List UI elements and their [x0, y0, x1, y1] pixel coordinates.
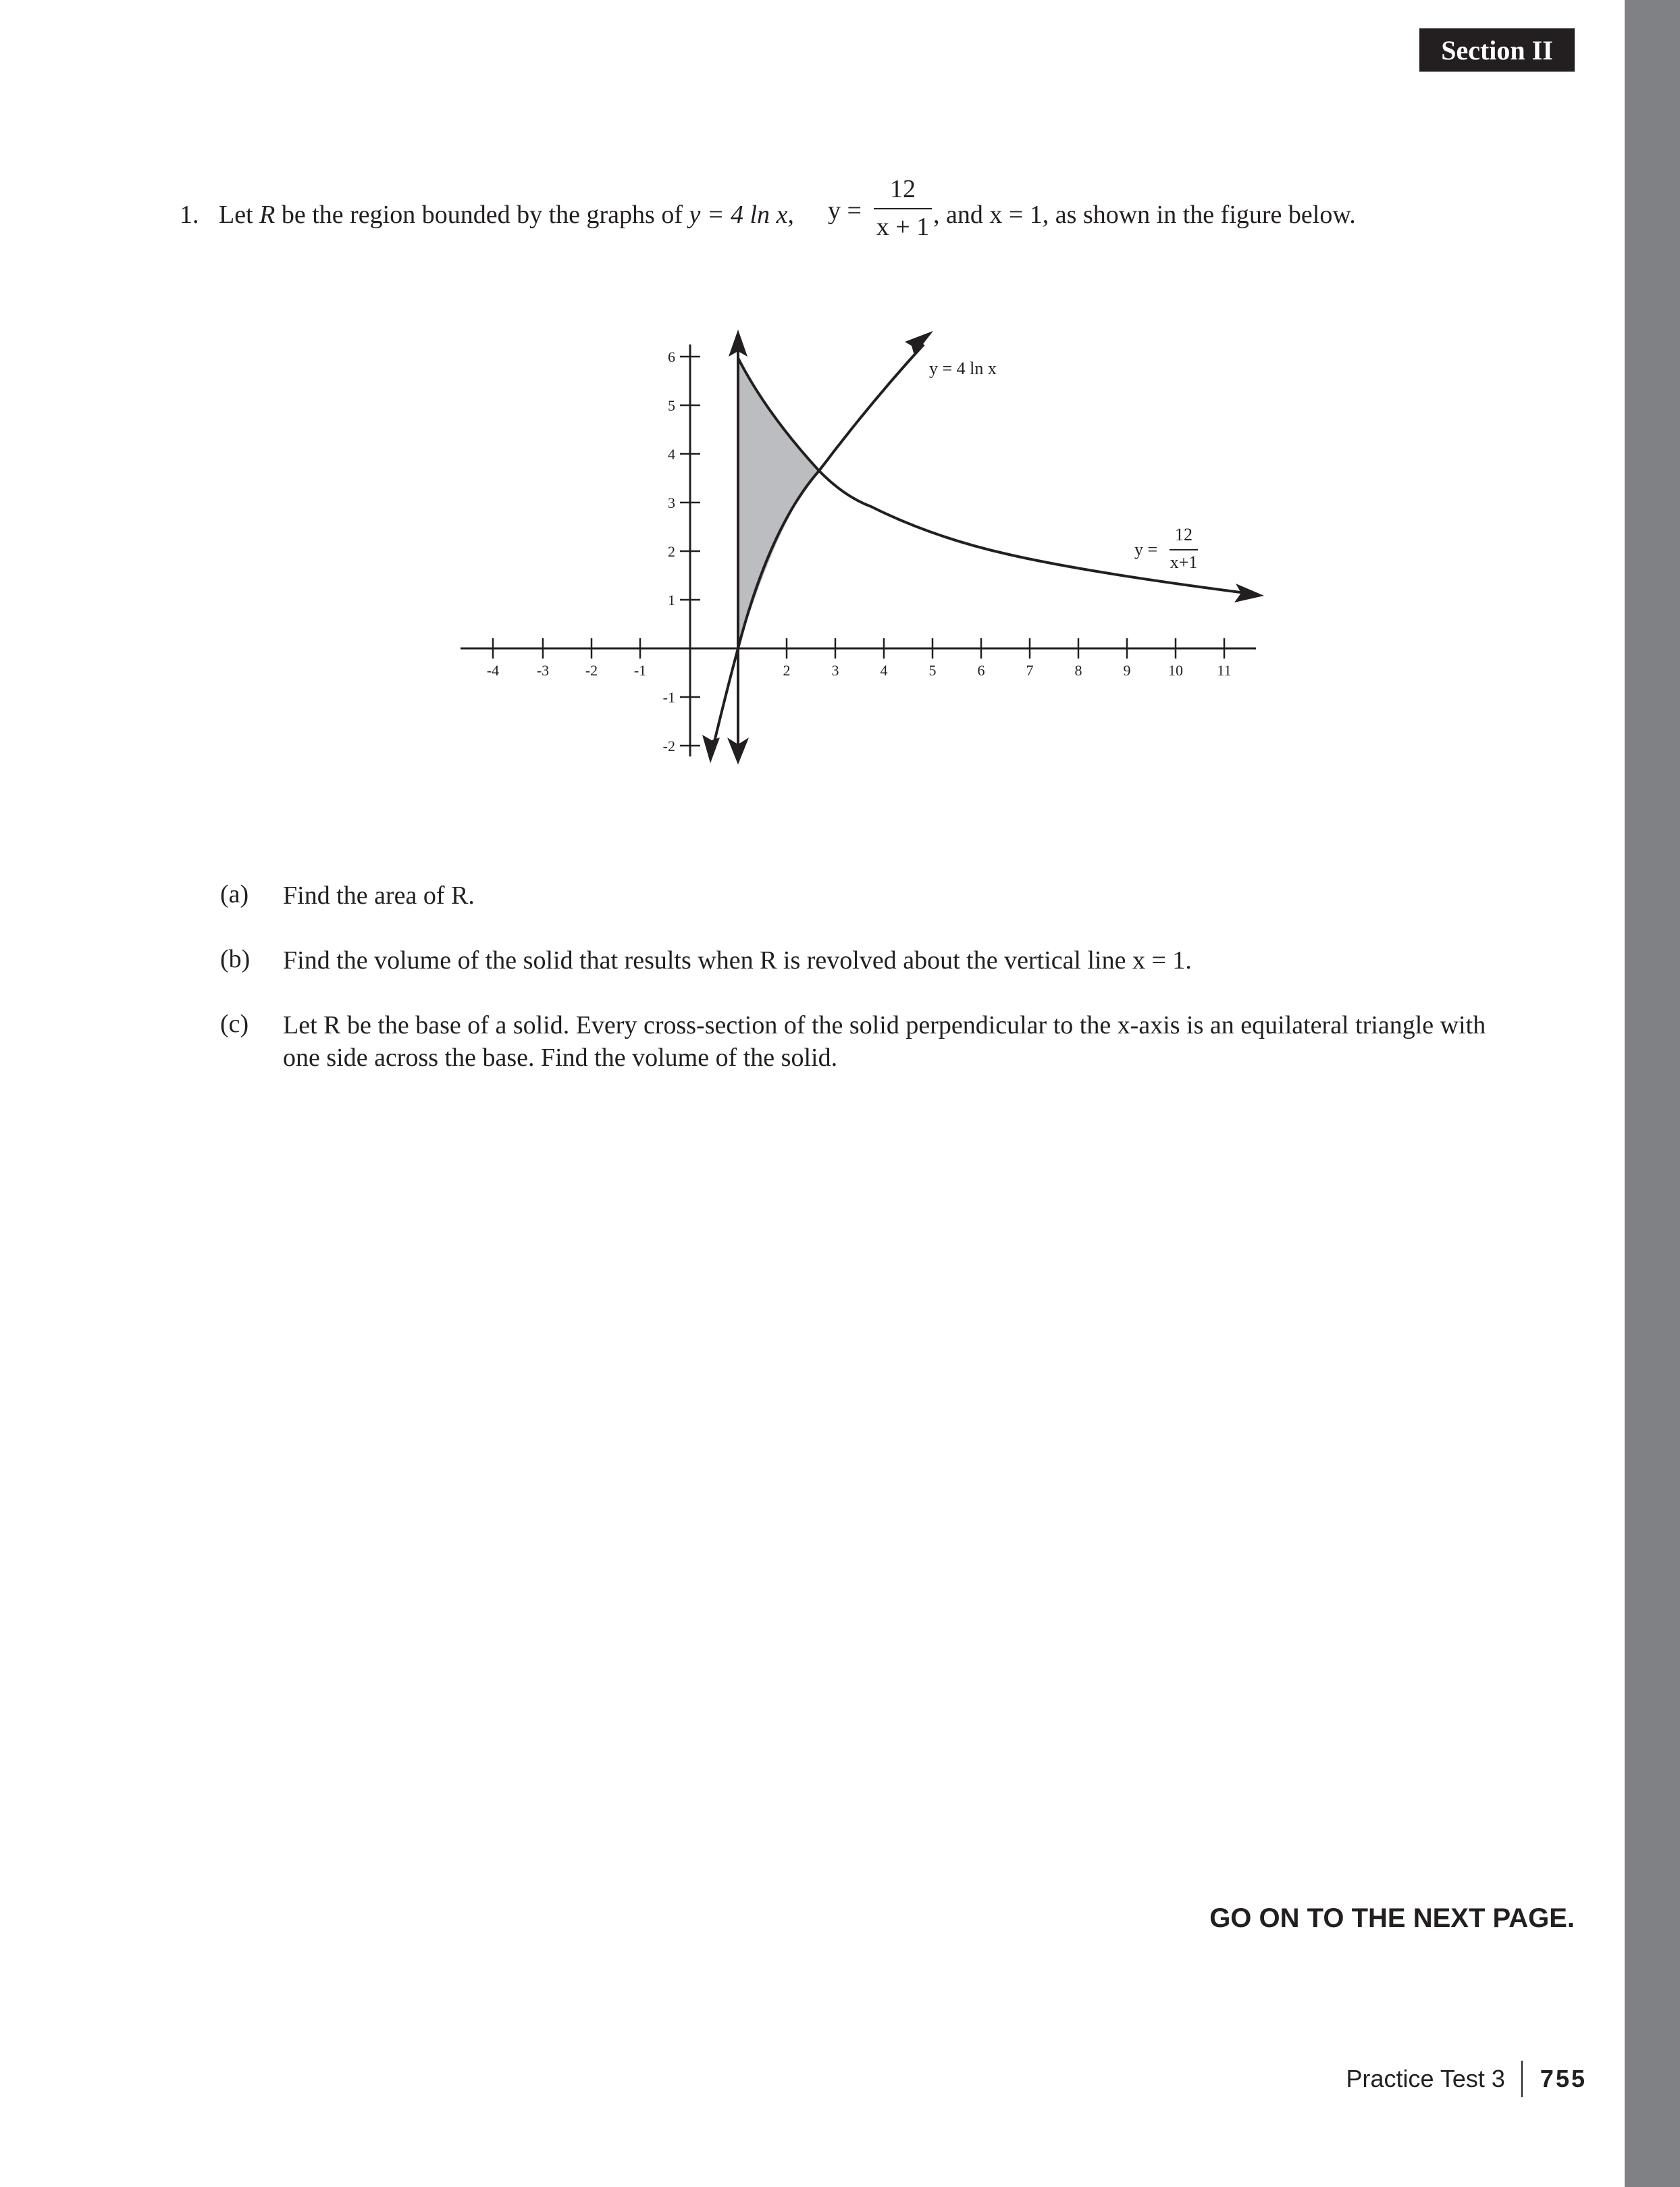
- footer-divider: [1521, 2061, 1523, 2097]
- x-tick-label: 11: [1217, 662, 1232, 679]
- x-tick-label: 2: [783, 662, 791, 679]
- frac-y-equals: y =: [828, 197, 862, 225]
- question-text-end: , and x = 1, as shown in the figure below.: [933, 201, 1356, 229]
- arrow-head-icon: [702, 735, 720, 763]
- x-tick-label: -3: [536, 662, 550, 679]
- part-text-line1: Let R be the base of a solid. Every cross-section of the solid perpendicular to the x-axis is an equilateral triangle with: [283, 1011, 1486, 1039]
- part-label: (a): [220, 880, 249, 908]
- part-label: (c): [220, 1010, 249, 1038]
- go-on-notice: GO ON TO THE NEXT PAGE.: [1209, 1903, 1575, 1933]
- part-label: (b): [220, 945, 251, 973]
- page-number: 755: [1540, 2065, 1587, 2092]
- x-tick-label: 7: [1026, 662, 1034, 679]
- frac-numerator: 12: [890, 175, 916, 203]
- y-tick-label: 1: [668, 592, 675, 609]
- x-tick-label: 5: [928, 662, 937, 679]
- y-tick-label: 4: [668, 446, 675, 463]
- label-ln-curve: y = 4 ln x: [929, 359, 997, 378]
- label-rational-y: y =: [1134, 540, 1158, 559]
- page-footer: [1346, 2060, 1587, 2098]
- y-tick-label: 5: [668, 397, 675, 414]
- footer-test-name: Practice Test 3: [1346, 2065, 1505, 2092]
- y-tick-label: -2: [662, 738, 675, 754]
- label-rational-num: 12: [1175, 525, 1192, 544]
- fraction-bar: [874, 208, 932, 209]
- part-text: Find the volume of the solid that results when R is revolved about the vertical line x = 1.: [283, 946, 1192, 975]
- x-tick-label: 6: [977, 662, 985, 679]
- x-tick-label: 8: [1074, 662, 1082, 679]
- x-tick-label: 3: [831, 662, 839, 679]
- question-number: 1.: [180, 201, 199, 229]
- x-tick-label: -2: [585, 662, 598, 679]
- x-tick-label: -4: [486, 662, 500, 679]
- y-tick-label: 3: [668, 494, 675, 511]
- section-badge: Section II: [1419, 28, 1575, 72]
- x-tick-label: 9: [1123, 662, 1131, 679]
- y-tick-label: 2: [668, 543, 675, 560]
- label-rational-den: x+1: [1170, 552, 1198, 572]
- region-graph: [446, 317, 1276, 777]
- question-text: Let R be the region bounded by the graphs of y = 4 ln x,: [219, 201, 794, 229]
- y-tick-label: 6: [668, 349, 675, 365]
- part-text: Find the area of R.: [283, 881, 475, 910]
- page-side-bar: [1625, 0, 1680, 2187]
- x-tick-label: 4: [880, 662, 888, 679]
- frac-denominator: x + 1: [876, 213, 930, 241]
- x-tick-label: 10: [1168, 662, 1183, 679]
- x-tick-label: -1: [633, 662, 647, 679]
- part-text-line2: one side across the base. Find the volume of the solid.: [283, 1044, 838, 1072]
- y-tick-label: -1: [662, 689, 675, 706]
